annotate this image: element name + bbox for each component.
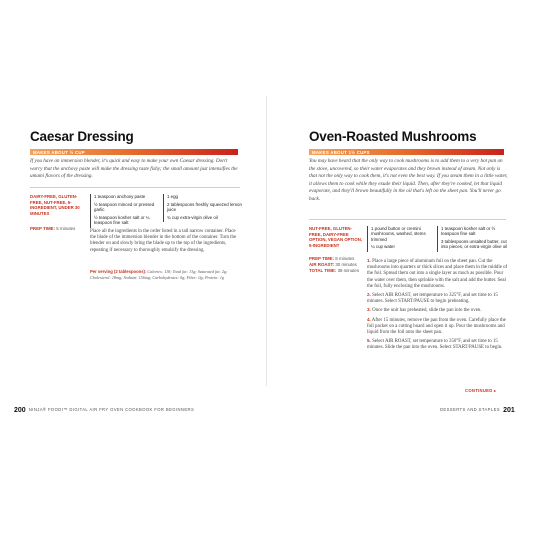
prep-time: [30, 226, 88, 232]
ingredient: ½ teaspoon kosher salt or ¼ teaspoon fine salt: [94, 214, 150, 225]
method-text: Place all the ingredients in the order listed in a tall narrow container. Place the blade of the immersion blender in the bottom of the container. Turn the blender on and slowly bring the blade up to the top of the ingredients, repeating if necessary to thoroughly emulsify the dressing.: [90, 229, 237, 253]
divider: [309, 219, 506, 220]
makes-label: MAKES ABOUT ½ CUP: [33, 149, 85, 155]
footer-left: [14, 407, 194, 414]
ingredient: 1 teaspoon anchovy paste: [94, 194, 146, 199]
recipe-title-mushrooms: Oven-Roasted Mushrooms: [309, 129, 477, 144]
left-page: [0, 0, 266, 533]
air-roast-value: 30 minutes: [335, 262, 357, 267]
diet-tags: NUT-FREE, GLUTEN-FREE, DAIRY-FREE OPTION, VEGAN OPTION, 5-INGREDIENT: [309, 226, 362, 248]
method-step: [367, 338, 508, 351]
step-number: 4.: [367, 316, 371, 322]
ingredients-column-2: [163, 194, 242, 222]
ingredient: 3 tablespoons unsalted butter, cut into pieces, or extra-virgin olive oil: [441, 239, 508, 250]
makes-label: MAKES ABOUT 1½ CUPS: [312, 149, 370, 155]
method-step: [367, 317, 508, 337]
method-step: [367, 307, 508, 314]
right-page: [266, 0, 532, 533]
step-text: Select AIR ROAST, set temperature to 350°F, and set time to 15 minutes. Slide the pan into the oven. Select START/PAUSE to begin.: [367, 339, 503, 351]
nutrition-info: [90, 269, 236, 280]
ingredient: 1 egg: [167, 194, 178, 199]
footer-right: [440, 407, 515, 414]
makes-band-caesar: [30, 149, 238, 155]
air-roast-label: AIR ROAST:: [309, 262, 335, 267]
ingredient: 1 pound button or cremini mushrooms, washed, stems trimmed: [371, 226, 426, 242]
ingredients-column-2: [437, 226, 510, 252]
step-text: After 15 minutes, remove the pan from the oven. Carefully place the foil packet on a cutting board and open it up. Pour the mushrooms and liquid from the foil onto the sheet pan.: [367, 317, 506, 336]
step-number: 5.: [367, 338, 371, 344]
step-number: 2.: [367, 292, 371, 298]
nutrition-label: Per serving (2 tablespoons):: [90, 269, 147, 274]
step-text: Place a large piece of aluminum foil on the sheet pan. Cut the mushrooms into quarters or thick slices and place them in the middle of the foil. Spread them out into a single layer as much as possible. Pour the water over them, then sprinkle with the salt and add the butter. Seal the foil, fully enclosing the mushrooms.: [367, 259, 508, 289]
method-step: [367, 292, 508, 305]
total-time: [309, 268, 367, 274]
page-number: 200: [14, 407, 26, 414]
diet-tags: DAIRY-FREE, GLUTEN-FREE, NUT-FREE, 5-INGREDIENT, UNDER 30 MINUTES: [30, 194, 80, 216]
continued-label: CONTINUED ▸: [465, 388, 497, 393]
ingredients-column-1: [90, 194, 164, 228]
page-number: 201: [503, 407, 515, 414]
prep-time-value: 8 minutes: [335, 256, 355, 261]
recipe-title-caesar: Caesar Dressing: [30, 129, 134, 144]
ingredient: 1 teaspoon kosher salt or ½ teaspoon fine salt: [441, 226, 496, 237]
ingredient: ½ teaspoon minced or pressed garlic: [94, 201, 155, 212]
nutrition-text: Calories: 118; Total fat: 13g; Saturated fat: 2g; Cholesterol: 18mg; Sodium: 156mg; Carbohydrates: 0g; Fiber: 0g; Protein: 1g: [90, 269, 228, 280]
time-info: [309, 256, 367, 274]
divider: [30, 187, 240, 188]
ingredient: ¼ cup water: [371, 244, 395, 250]
recipe-intro: If you have an immersion blender, it's quick and easy to make your own Caesar dressing. Don't worry that the anchovy paste will make the dressing taste fishy; the small amount just intensifies the umami flavors of the dressing.: [30, 158, 238, 180]
section-title: DESSERTS AND STAPLES: [440, 407, 500, 412]
ingredient: 2 tablespoons freshly squeezed lemon juice: [167, 201, 242, 212]
makes-band-mushrooms: [309, 149, 504, 155]
ingredient: ¾ cup extra-virgin olive oil: [167, 214, 218, 220]
step-text: Select AIR ROAST, set temperature to 325°F, and set time to 15 minutes. Select START/PAUSE to begin preheating.: [367, 293, 498, 305]
recipe-intro: You may have heard that the only way to cook mushrooms is to add them to a very hot pan on the stove, uncovered, so their water evaporates and they brown instead of steam. Not only is that not the only way to cook them, it's not even the best way. If you steam them in a little water, it allows them to cook while they exude their liquid. Then, after they're cooked, let that liquid evaporate, and they'll brown beautifully in the oil that's left on the sheet pan. You'll never go back.: [309, 158, 508, 202]
book-title: NINJA® FOODI™ DIGITAL AIR FRY OVEN COOKBOOK FOR BEGINNERS: [28, 407, 195, 412]
prep-time-label: PREP TIME:: [30, 226, 56, 231]
method-steps: [367, 258, 508, 354]
step-number: 1.: [367, 258, 371, 263]
method-step: [367, 258, 508, 290]
step-number: 3.: [367, 307, 371, 313]
total-time-value: 38 minutes: [337, 268, 360, 273]
step-text: Once the unit has preheated, slide the pan into the oven.: [372, 308, 482, 314]
ingredients-column-1: [367, 226, 437, 252]
prep-time-value: 5 minutes: [56, 226, 76, 231]
prep-time-label: PREP TIME:: [309, 256, 335, 261]
total-time-label: TOTAL TIME:: [309, 268, 337, 273]
